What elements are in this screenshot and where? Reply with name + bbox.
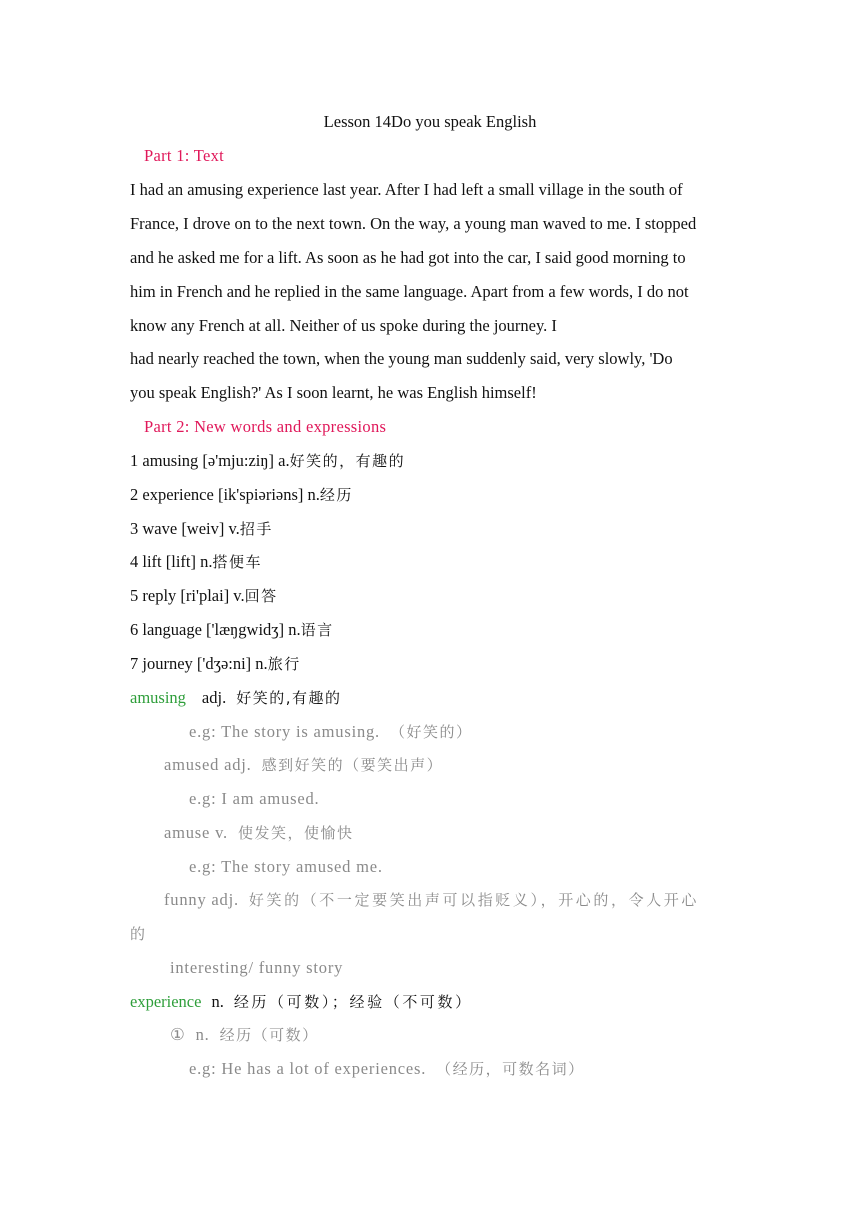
- note-interesting: interesting/ funny story: [170, 958, 344, 977]
- vocab-item-3: 3 wave [weiv] v.招手: [130, 519, 273, 538]
- note-amusing: amusing adj. 好笑的,有趣的: [130, 688, 342, 707]
- vocab-item-6: 6 language ['læŋgwidʒ] n.语言: [130, 620, 334, 639]
- note-amusing-example: e.g: The story is amusing. （好笑的）: [189, 722, 473, 741]
- part2-heading: Part 2: New words and expressions: [144, 417, 387, 436]
- text-line-4: him in French and he replied in the same language. Apart from a few words, I do not: [130, 282, 689, 301]
- vocab-item-1: 1 amusing [ə'mju:ziŋ] a.好笑的，有趣的: [130, 451, 406, 470]
- part1-heading: Part 1: Text: [144, 146, 225, 165]
- vocab-item-4: 4 lift [lift] n.搭便车: [130, 552, 262, 571]
- text-line-1: I had an amusing experience last year. After I had left a small village in the south of: [130, 180, 683, 199]
- text-line-5: know any French at all. Neither of us spoke during the journey. I: [130, 316, 557, 335]
- note-amused-example: e.g: I am amused.: [189, 789, 320, 808]
- vocab-item-5: 5 reply [ri'plai] v.回答: [130, 586, 278, 605]
- text-line-2: France, I drove on to the next town. On the way, a young man waved to me. I stopped: [130, 214, 697, 233]
- note-amuse: amuse v. 使发笑，使愉快: [164, 823, 354, 842]
- note-amused: amused adj. 感到好笑的（要笑出声）: [164, 755, 444, 774]
- vocab-item-7: 7 journey ['dʒə:ni] n.旅行: [130, 654, 301, 673]
- note-amuse-example: e.g: The story amused me.: [189, 857, 383, 876]
- note-experience-example: e.g: He has a lot of experiences. （经历，可数名词）: [189, 1059, 585, 1078]
- text-line-3: and he asked me for a lift. As soon as he had got into the car, I said good morning to: [130, 248, 686, 267]
- text-line-6: had nearly reached the town, when the young man suddenly said, very slowly, 'Do: [130, 349, 673, 368]
- note-experience: experience n. 经历（可数）；经验（不可数）: [130, 992, 473, 1011]
- page-title: Lesson 14Do you speak English: [323, 112, 537, 131]
- note-experience-sense-1: ① n. 经历（可数）: [170, 1025, 319, 1044]
- note-funny-wrap: 的: [130, 925, 147, 943]
- vocab-item-2: 2 experience [ik'spiəriəns] n.经历: [130, 485, 353, 504]
- note-funny: funny adj. 好笑的（不一定要笑出声可以指贬义），开心的，令人开心: [164, 890, 700, 909]
- text-line-7: you speak English?' As I soon learnt, he was English himself!: [130, 383, 537, 402]
